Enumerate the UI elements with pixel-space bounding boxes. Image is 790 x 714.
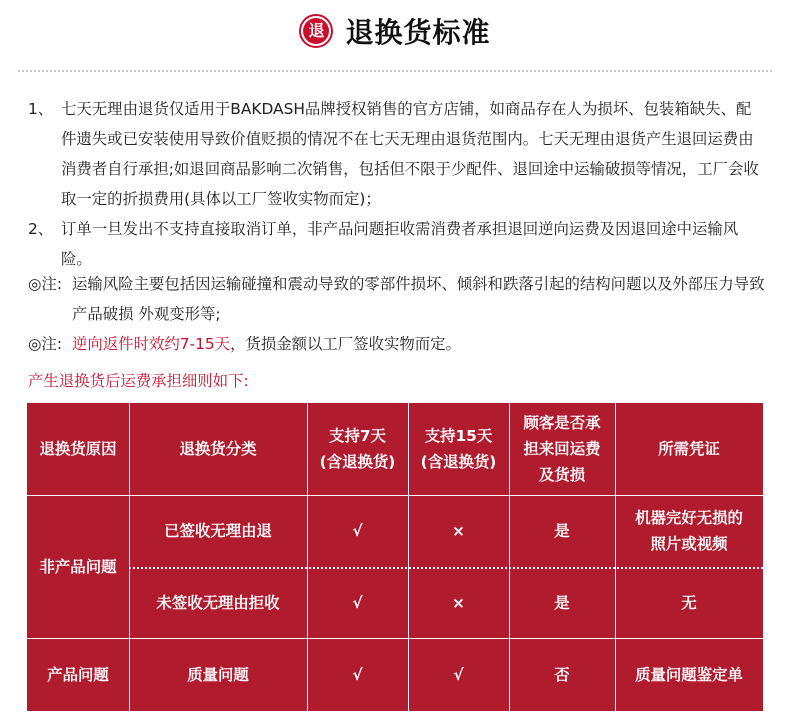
header-cell: 退换货分类 xyxy=(179,440,257,458)
term-item xyxy=(28,214,766,274)
note-highlight: 逆向返件时效约7-15天 xyxy=(72,335,231,353)
group-label-non-product: 非产品问题 xyxy=(39,557,117,576)
note-text: 运输风险主要包括因运输碰撞和震动导致的零部件损坏、倾斜和跌落引起的结构问题以及外部压力导致产品破损 外观变形等; xyxy=(72,275,765,323)
grid-line xyxy=(27,495,763,496)
note-item xyxy=(28,329,766,359)
term-text: 七天无理由退货仅适用于BAKDASH品牌授权销售的官方店铺，如商品存在人为损坏、包装箱缺失、配件遗失或已安装使用导致价值贬损的情况不在七天无理由退货范围内。七天无理由退货产生退回运费由消费者自行承担;如退回商品影响二次销售，包括但不限于少配件、退回途中运输破损等情况，工厂会收取一定的折损费用(具体以工厂签收实物而定)； xyxy=(61,100,759,208)
grid-line xyxy=(615,403,616,711)
table-cell: 机器完好无损的 照片或视频 xyxy=(635,509,743,553)
page-header xyxy=(0,0,790,62)
grid-line-dotted xyxy=(129,567,763,569)
check-mark-icon: √ xyxy=(453,665,464,684)
badge-char: 退 xyxy=(303,18,329,44)
check-mark-icon: √ xyxy=(352,593,363,612)
term-number: 1、 xyxy=(28,100,54,118)
note-text: ，货损金额以工厂签收实物而定。 xyxy=(230,335,461,353)
grid-line xyxy=(307,403,308,711)
table-cell: 质量问题 xyxy=(187,665,249,684)
term-number: 2、 xyxy=(28,220,54,238)
table-cell: 是 xyxy=(554,522,570,540)
return-badge-icon xyxy=(299,14,333,48)
note-label: ◎注: xyxy=(28,275,63,293)
dotted-divider xyxy=(18,70,772,72)
term-text: 订单一旦发出不支持直接取消订单，非产品问题拒收需消费者承担退回逆向运费及因退回途中运输风险。 xyxy=(61,220,739,268)
table-cell: 质量问题鉴定单 xyxy=(635,665,743,684)
term-item xyxy=(28,94,766,214)
table-cell: 已签收无理由退 xyxy=(164,522,272,540)
page-title: 退换货标准 xyxy=(345,16,491,49)
cross-mark-icon: × xyxy=(452,593,465,612)
notes-list xyxy=(28,269,766,359)
grid-line xyxy=(129,403,130,711)
header-cell: 所需凭证 xyxy=(658,440,720,458)
terms-list xyxy=(28,94,766,274)
header-cell: 支持15天 (含退换货) xyxy=(420,427,497,471)
cross-mark-icon: × xyxy=(452,522,465,540)
note-label: ◎注: xyxy=(28,335,63,353)
grid-line xyxy=(509,403,510,711)
table-cell: 是 xyxy=(554,593,570,612)
check-mark-icon: √ xyxy=(352,522,363,540)
header-cell: 顾客是否承 担来回运费 及货损 xyxy=(523,414,601,484)
grid-line xyxy=(27,638,763,639)
header-cell: 支持7天 (含退换货) xyxy=(319,427,396,471)
table-title: 产生退换货后运费承担细则如下: xyxy=(28,372,249,390)
table-cell: 无 xyxy=(681,593,697,612)
header-cell: 退换货原因 xyxy=(39,440,117,458)
table-cell: 未签收无理由拒收 xyxy=(156,593,280,612)
check-mark-icon: √ xyxy=(352,665,363,684)
note-item xyxy=(28,269,766,329)
group-label-product: 产品问题 xyxy=(47,665,109,684)
grid-line xyxy=(408,403,409,711)
shipping-policy-table xyxy=(27,403,763,711)
table-cell: 否 xyxy=(554,665,570,684)
